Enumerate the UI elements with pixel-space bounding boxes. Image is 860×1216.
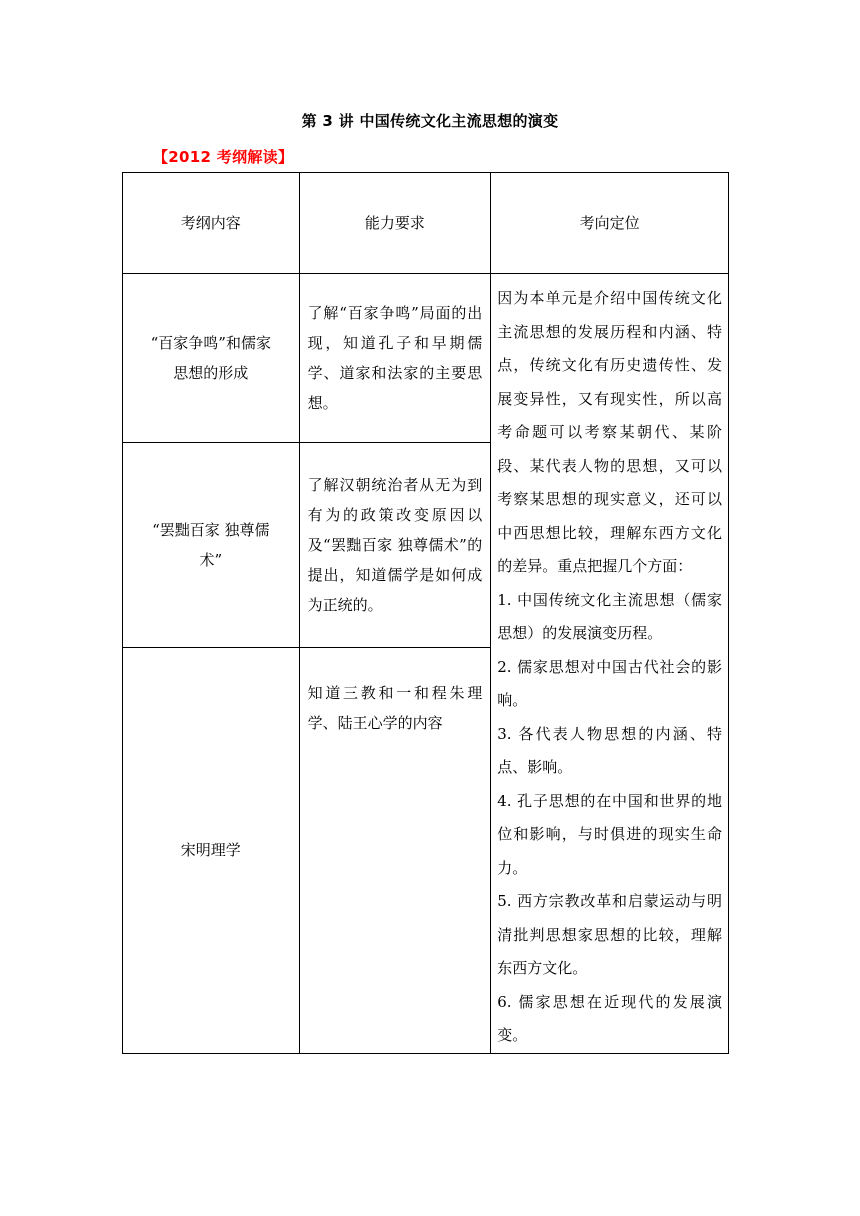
ability-cell: 了解汉朝统治者从无为到有为的政策改变原因以及“罢黜百家 独尊儒术”的提出，知道儒学是如何成为正统的。: [299, 443, 491, 648]
header-ability: 能力要求: [299, 173, 491, 274]
position-point: 6. 儒家思想在近现代的发展演变。: [497, 992, 722, 1044]
content-cell: [123, 274, 300, 443]
ability-cell: 知道三教和一和程朱理学、陆王心学的内容: [299, 648, 491, 1053]
position-point: 2. 儒家思想对中国古代社会的影响。: [497, 657, 722, 709]
content-cell: [123, 443, 300, 648]
content-text: “百家争鸣”和儒家思想的形成: [150, 334, 271, 383]
position-intro: 因为本单元是介绍中国传统文化主流思想的发展历程和内涵、特点，传统文化有历史遗传性、发展变异性，又有现实性，所以高考命题可以考察某朝代、某阶段、某代表人物的思想，又可以考察某思想的现实意义，还可以中西思想比较，理解东西方文化的差异。重点把握几个方面：: [497, 289, 722, 575]
exam-outline-table: [122, 172, 729, 1054]
table-header-row: [123, 173, 729, 274]
position-point: 3. 各代表人物思想的内涵、特点、影响。: [497, 724, 722, 776]
header-position: 考向定位: [491, 173, 729, 274]
position-cell: [491, 274, 729, 1054]
page-title: 第 3 讲 中国传统文化主流思想的演变: [301, 112, 559, 130]
content-cell: [123, 648, 300, 1053]
content-text: 宋明理学: [180, 841, 241, 860]
position-point: 5. 西方宗教改革和启蒙运动与明清批判思想家思想的比较，理解东西方文化。: [497, 892, 722, 977]
header-content: 考纲内容: [123, 173, 300, 274]
section-label: 【2012 考纲解读】: [153, 148, 294, 166]
position-point: 1. 中国传统文化主流思想（儒家思想）的发展演变历程。: [497, 590, 722, 642]
table-row: [123, 274, 729, 443]
position-point: 4. 孔子思想的在中国和世界的地位和影响，与时俱进的现实生命力。: [497, 791, 722, 877]
ability-cell: 了解“百家争鸣”局面的出现，知道孔子和早期儒学、道家和法家的主要思想。: [299, 274, 491, 443]
content-text: “罢黜百家 独尊儒术”: [152, 521, 270, 570]
